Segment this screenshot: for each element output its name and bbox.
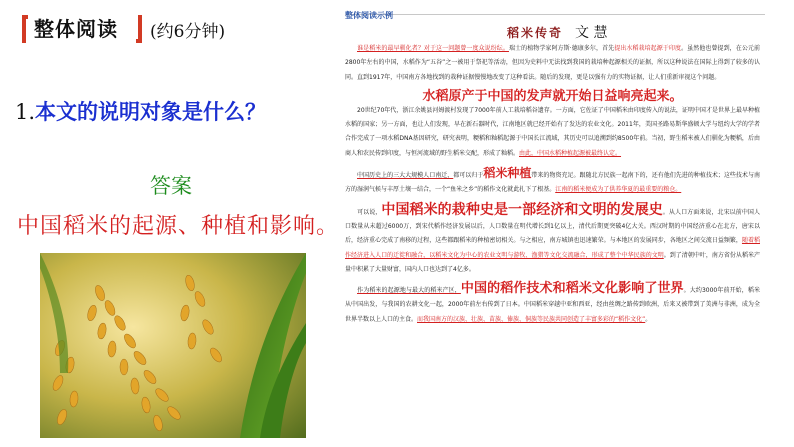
answer-label: 答案 <box>150 174 192 198</box>
question-number: 1. <box>15 100 36 124</box>
p5-span: 而我国南方的汉族、壮族、苗族、傣族、侗族等民族共同创造了丰富多彩的“稻作文化” <box>417 315 646 323</box>
p1-span: 谁是稻米的最早驯化者？对于这一问题曾一度众说纷纭。 <box>357 45 509 52</box>
section-time: (约6分钟) <box>150 22 226 42</box>
section-bracket-right <box>136 15 142 43</box>
p3-span: 带来的物资充足。跟随北方民族一起南下的，还有他们先进的种植技术；这些技术与南方的湿润气候与丰厚土壤一结合，一个“鱼米之乡”的稻作文化就此扎下了根基。 <box>345 172 760 194</box>
p1-span: 瑞士的植物学家阿方斯·德康多尔，首先 <box>508 45 615 52</box>
question <box>15 96 266 126</box>
document-title: 稻米传奇 <box>507 26 564 40</box>
document-title-row <box>507 22 607 42</box>
section-bracket-left <box>22 15 28 43</box>
paragraph-4 <box>345 203 760 277</box>
p4-span: 中国稻米的栽种史是一部经济和文明的发展史 <box>381 201 663 218</box>
document-header: 整体阅读示例 <box>345 11 393 20</box>
p2-span: 由此，中国水稻种植起源被最终认定。 <box>519 149 622 157</box>
lead-1: 水稻原产于中国的发声就开始日益响亮起来。 <box>422 88 683 104</box>
document-body <box>345 42 760 327</box>
section-title: 整体阅读 <box>34 17 118 41</box>
paragraph-5 <box>345 282 760 327</box>
rice-photo <box>40 253 306 438</box>
paragraph-2 <box>345 104 760 161</box>
p3-span: 稻米种植 <box>483 166 532 181</box>
p4-span: 。到了清朝中叶，南方省份从稻米产量中积累了大量财富，国内人口也达到了4亿多。 <box>345 251 760 273</box>
p5-span: 中国的稻作技术和稻米文化影响了世界 <box>460 281 684 297</box>
p3-span: 江南的稻米便成为了供养华夏的最重要的粮仓。 <box>555 186 682 194</box>
p1-span: 。虽然他也曾提到，在公元前2800年左右的中国，水稻作为“五谷”之一被用于祭祀等活动，但因为史料中无法找到我国的栽培种起源相关的证据，所以这种说法在国际上得到了较多的认同。直到1917年，中国南方各地找到的栽种证据慢慢地改变了这种看法。随后的发现，更是以强有力的实物证据，让人们重新审视这个问题。 <box>345 45 760 81</box>
paragraph-1 <box>345 42 760 85</box>
p4-span: 。从人口方面来说，北宋以前中国人口数量从未超过6000万，到宋代稻作经济发展以后，人口数量在明代增长到1亿以上，清代后期更突破4亿大关。西汉时期的中国经济重心在北方，唐宋以后，经济重心完成了南移的过程，这些都跟稻米的种植密切相关。与之相应，南方城镇也迅速繁荣。与本地区的发展同步，各地区之间交流日益频繁， <box>345 208 760 245</box>
p3-span: 中国历史上的三大大规模人口南迁， <box>357 172 454 180</box>
p4-span: 可以说， <box>357 208 382 216</box>
document-author: 文 慧 <box>575 25 608 41</box>
p3-span: 都可以归于 <box>453 172 484 180</box>
paragraph-3 <box>345 166 760 198</box>
answer-text: 中国稻米的起源、种植和影响。 <box>17 214 340 239</box>
divider <box>345 14 765 15</box>
p5-span: 作为稻米的起源地与最大的稻米产区， <box>357 287 461 295</box>
lead-1-row <box>345 85 760 104</box>
p5-span: 。大约3000年前开始，稻米从中国出发，与我国的农耕文化一起，2000年前左右传到了日本。中国稻米穿越中亚和西亚，经由丝绸之路传到欧洲，后来又被带到了美洲与非洲，成为全世界半数以上人口的主食。 <box>345 287 760 323</box>
p2-span: 20世纪70年代，浙江余姚县河姆渡村发现了7000年前人工栽培稻谷遗存。一方面，它佐证了中国稻米由印度传入的说法，证明中国才是世界上最早种植水稻的国家；另一方面，也让人们发现，早在新石器时代，江南地区就已经开始有了发达的农业文化。2011年，美国圣路易斯华盛顿大学与纽约大学的学者合作完成了一项水稻DNA基因研究，研究表明，粳稻和籼稻起源于中国长江流域，其历史可以追溯到约8500年前。当初，野生稻米被人们驯化为粳稻，后由商人和农民传到印度，与恒河流域的野生稻米交配，形成了籼稻。 <box>345 106 760 157</box>
p1-span: 提出水稻栽培起源于印度 <box>614 45 682 52</box>
question-text: 本文的说明对象是什么？ <box>35 100 267 124</box>
p5-span: 。 <box>645 315 652 323</box>
p4-span: 随着稻作经济进入人口的迁徙和融合，以稻米文化为中心的农业文明与游牧、渔猎等文化交流融合，形成了整个中华民族的文明 <box>345 237 760 259</box>
